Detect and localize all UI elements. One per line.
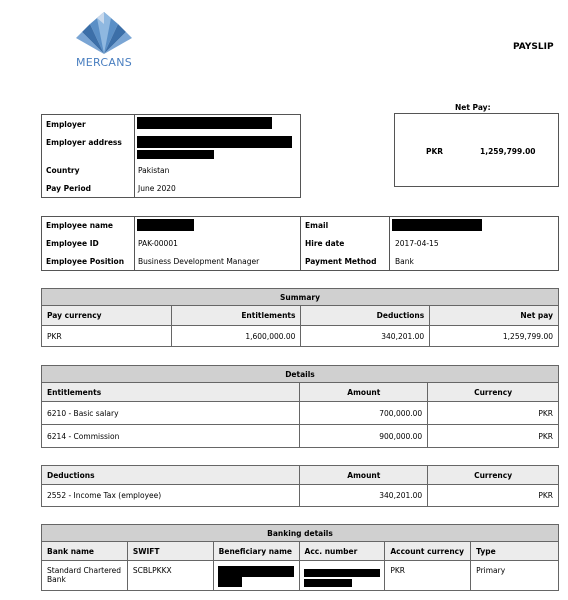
hire-date-value: 2017-04-15 <box>395 239 439 248</box>
details-table <box>41 365 559 448</box>
deductions-table <box>41 465 559 507</box>
details-title: Details <box>42 366 559 383</box>
banking-header-bank: Bank name <box>42 542 128 561</box>
beneficiary-redaction-2 <box>218 577 242 587</box>
summary-title: Summary <box>42 289 559 306</box>
details-header-entitlements: Entitlements <box>42 383 300 402</box>
payment-method-value: Bank <box>395 257 414 266</box>
diamond-logo-icon <box>74 10 134 60</box>
bank-name-line1: Standard Chartered <box>47 566 122 575</box>
summary-net-pay: 1,259,799.00 <box>430 326 559 347</box>
details-item-amount: 900,000.00 <box>300 425 428 448</box>
summary-entitlements: 1,600,000.00 <box>171 326 301 347</box>
payment-method-label: Payment Method <box>305 257 377 266</box>
employer-address-label: Employer address <box>46 138 122 147</box>
address-redaction-1 <box>137 136 292 148</box>
mercans-logo <box>74 10 134 70</box>
employee-name-label: Employee name <box>46 221 114 230</box>
details-header-currency: Currency <box>428 383 559 402</box>
details-item-currency: PKR <box>428 402 559 425</box>
employer-redaction <box>137 117 272 129</box>
net-pay-amount: 1,259,799.00 <box>480 147 536 156</box>
summary-deductions: 340,201.00 <box>301 326 430 347</box>
country-label: Country <box>46 166 80 175</box>
bank-name-cell <box>42 561 128 591</box>
employee-name-redaction <box>137 219 194 231</box>
banking-title: Banking details <box>42 525 559 542</box>
banking-header-swift: SWIFT <box>127 542 213 561</box>
summary-currency: PKR <box>42 326 172 347</box>
pay-period-label: Pay Period <box>46 184 91 193</box>
pay-period-value: June 2020 <box>138 184 176 193</box>
employee-id-value: PAK-00001 <box>138 239 178 248</box>
deduction-item-amount: 340,201.00 <box>300 485 428 507</box>
country-value: Pakistan <box>138 166 170 175</box>
account-redaction-2 <box>304 579 352 587</box>
table-row <box>42 402 559 425</box>
details-item-currency: PKR <box>428 425 559 448</box>
banking-header-type: Type <box>471 542 559 561</box>
summary-header-entitlements: Entitlements <box>171 306 301 326</box>
email-label: Email <box>305 221 329 230</box>
table-row <box>42 425 559 448</box>
bank-name-line2: Bank <box>47 575 66 584</box>
deductions-header-name: Deductions <box>42 466 300 485</box>
summary-header-net-pay: Net pay <box>430 306 559 326</box>
net-pay-label: Net Pay: <box>455 103 491 112</box>
net-pay-currency: PKR <box>426 147 444 156</box>
table-row <box>42 561 559 591</box>
beneficiary-redaction-1 <box>218 566 294 577</box>
account-redaction-1 <box>304 569 380 577</box>
employer-label: Employer <box>46 120 86 129</box>
employee-id-label: Employee ID <box>46 239 99 248</box>
summary-header-currency: Pay currency <box>42 306 172 326</box>
account-type-value: Primary <box>471 561 559 591</box>
deduction-item-name: 2552 - Income Tax (employee) <box>42 485 300 507</box>
address-redaction-2 <box>137 150 214 159</box>
deductions-header-amount: Amount <box>300 466 428 485</box>
email-redaction <box>392 219 482 231</box>
details-item-name: 6214 - Commission <box>42 425 300 448</box>
deductions-header-currency: Currency <box>428 466 559 485</box>
deduction-item-currency: PKR <box>428 485 559 507</box>
account-currency-value: PKR <box>385 561 471 591</box>
hire-date-label: Hire date <box>305 239 345 248</box>
banking-header-beneficiary: Beneficiary name <box>213 542 299 561</box>
table-row <box>42 485 559 507</box>
details-item-amount: 700,000.00 <box>300 402 428 425</box>
banking-table <box>41 524 559 591</box>
banking-header-currency: Account currency <box>385 542 471 561</box>
employee-position-label: Employee Position <box>46 257 125 266</box>
details-item-name: 6210 - Basic salary <box>42 402 300 425</box>
doc-title: PAYSLIP <box>513 42 554 52</box>
employee-position-value: Business Development Manager <box>138 257 260 266</box>
banking-header-account: Acc. number <box>299 542 385 561</box>
summary-header-deductions: Deductions <box>301 306 430 326</box>
swift-value: SCBLPKKX <box>127 561 213 591</box>
summary-table <box>41 288 559 347</box>
logo-text: MERCANS <box>75 56 133 69</box>
details-header-amount: Amount <box>300 383 428 402</box>
